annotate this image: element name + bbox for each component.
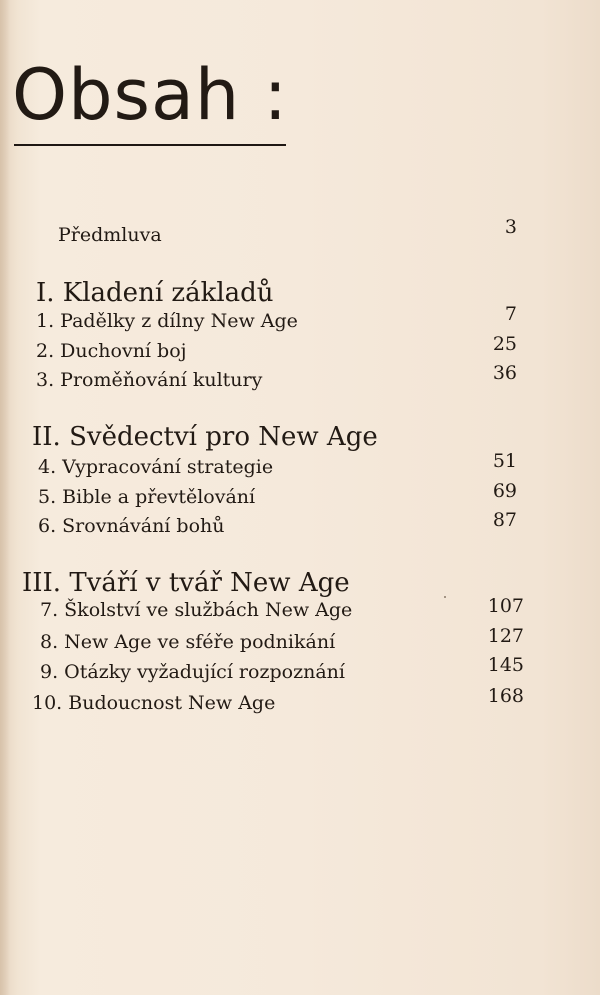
toc-page-chapter-4: 51 xyxy=(492,450,517,472)
toc-page-chapter-6: 87 xyxy=(492,509,517,531)
title-underline xyxy=(14,144,286,146)
toc-page-chapter-3: 36 xyxy=(492,362,517,384)
toc-page-chapter-7: 107 xyxy=(487,595,524,617)
toc-page-chapter-8: 127 xyxy=(487,625,524,647)
toc-entry-chapter-2: 2. Duchovní boj xyxy=(36,340,187,362)
part-title-1: I. Kladení základů xyxy=(36,278,274,308)
toc-entry-preface: Předmluva xyxy=(58,224,162,246)
toc-entry-chapter-7: 7. Školství ve službách New Age xyxy=(40,599,353,621)
print-speck xyxy=(444,596,446,598)
toc-entry-chapter-3: 3. Proměňování kultury xyxy=(36,369,263,391)
page-title: Obsah : xyxy=(12,54,289,136)
toc-page-preface: 3 xyxy=(504,216,517,238)
toc-page-chapter-9: 145 xyxy=(487,654,524,676)
toc-entry-chapter-1: 1. Padělky z dílny New Age xyxy=(36,310,298,332)
page-spine-shadow xyxy=(0,0,10,995)
toc-page-chapter-2: 25 xyxy=(492,333,517,355)
toc-entry-chapter-9: 9. Otázky vyžadující rozpoznání xyxy=(40,661,345,683)
part-title-3: III. Tváří v tvář New Age xyxy=(22,568,350,598)
toc-page-chapter-1: 7 xyxy=(504,303,517,325)
toc-entry-chapter-6: 6. Srovnávání bohů xyxy=(38,515,225,537)
toc-page-chapter-5: 69 xyxy=(492,480,517,502)
toc-entry-chapter-10: 10. Budoucnost New Age xyxy=(32,692,276,714)
toc-page-chapter-10: 168 xyxy=(487,685,524,707)
part-title-2: II. Svědectví pro New Age xyxy=(32,422,378,452)
toc-entry-chapter-5: 5. Bible a převtělování xyxy=(38,486,256,508)
toc-entry-chapter-8: 8. New Age ve sféře podnikání xyxy=(40,631,336,653)
toc-entry-chapter-4: 4. Vypracování strategie xyxy=(38,456,274,478)
